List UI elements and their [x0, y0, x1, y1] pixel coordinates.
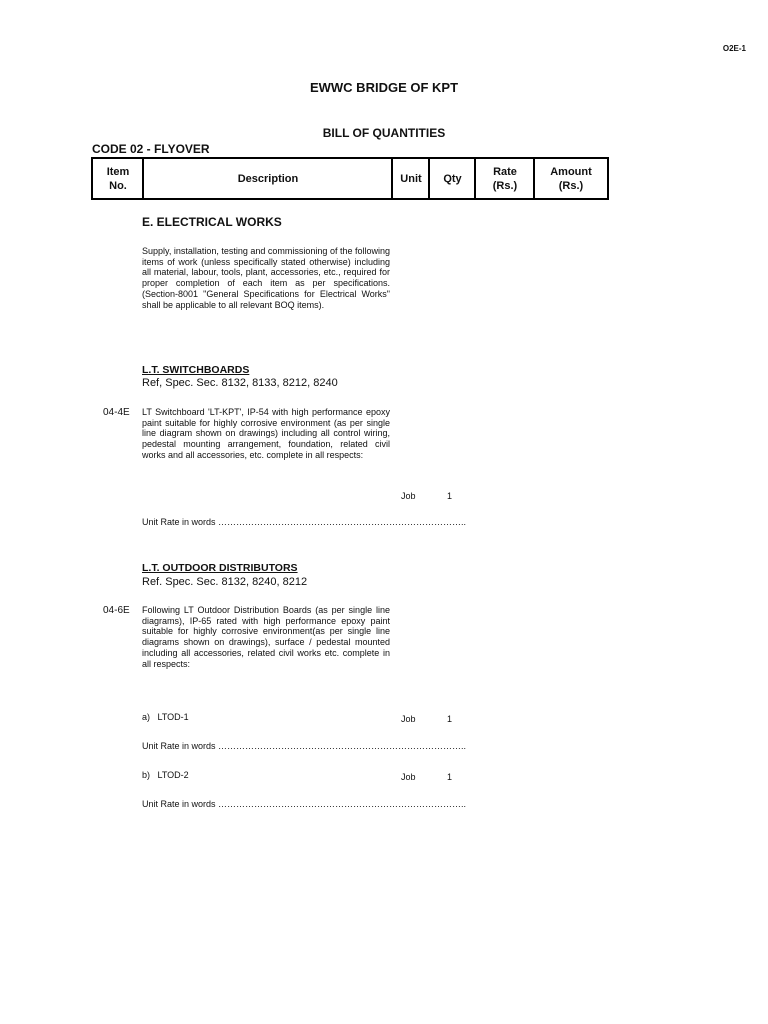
subitem-label: b) LTOD-2 [142, 770, 189, 780]
table-header [91, 157, 609, 200]
group-heading-switchboards: L.T. SWITCHBOARDS [142, 364, 250, 376]
header-item-no: Item No. [106, 165, 130, 192]
header-amount: Amount (Rs.) [533, 159, 607, 198]
header-rate: Rate (Rs.) [474, 159, 534, 198]
item-qty: 1 [447, 491, 453, 501]
unit-rate-in-words: Unit Rate in words ……………………………………………………………………….. [142, 741, 467, 751]
group-heading-outdoor-distributors: L.T. OUTDOOR DISTRIBUTORS [142, 562, 298, 574]
header-qty: Qty [428, 159, 475, 198]
subitem-label: a) LTOD-1 [142, 712, 189, 722]
group-ref-switchboards: Ref, Spec. Sec. 8132, 8133, 8212, 8240 [142, 377, 338, 389]
header-description: Description [142, 159, 392, 198]
page-reference: O2E-1 [722, 44, 746, 53]
item-number: 04-6E [103, 605, 130, 616]
item-unit: Job [401, 491, 416, 501]
section-title: E. ELECTRICAL WORKS [142, 215, 282, 229]
subitem-qty: 1 [447, 772, 453, 782]
unit-rate-in-words: Unit Rate in words ……………………………………………………………………….. [142, 799, 467, 809]
code-label: CODE 02 - FLYOVER [92, 142, 210, 156]
group-ref-outdoor-distributors: Ref. Spec. Sec. 8132, 8240, 8212 [142, 576, 308, 588]
item-number: 04-4E [103, 407, 130, 418]
document-subtitle: BILL OF QUANTITIES [322, 126, 446, 140]
item-description: LT Switchboard 'LT-KPT', IP-54 with high performance epoxy paint suitable for highly corrosive environment (as per single line diagram shown on drawings) including all control wiring, pedestal mounting arrangement, foundation, related civil works and all accessories, etc. complete in all respects: [142, 407, 390, 460]
header-unit: Unit [391, 159, 429, 198]
section-intro: Supply, installation, testing and commissioning of the following items of work (unless specifically stated otherwise) including all material, labour, tools, plant, accessories, etc., required for proper completion of each item as per specifications. (Section-8001 "General Specifications for Electrical Works" shall be applicable to all relevant BOQ items). [142, 246, 390, 310]
subitem-unit: Job [401, 772, 416, 782]
document-title: EWWC BRIDGE OF KPT [309, 80, 459, 95]
subitem-qty: 1 [447, 714, 453, 724]
item-description: Following LT Outdoor Distribution Boards (as per single line diagrams), IP-65 rated with high performance epoxy paint suitable for highly corrosive environment(as per single line diagrams shown on drawings), surface / pedestal mounted including all accessories, related civil works etc. complete in all respects: [142, 605, 390, 669]
unit-rate-in-words: Unit Rate in words ……………………………………………………………………….. [142, 517, 467, 527]
subitem-unit: Job [401, 714, 416, 724]
